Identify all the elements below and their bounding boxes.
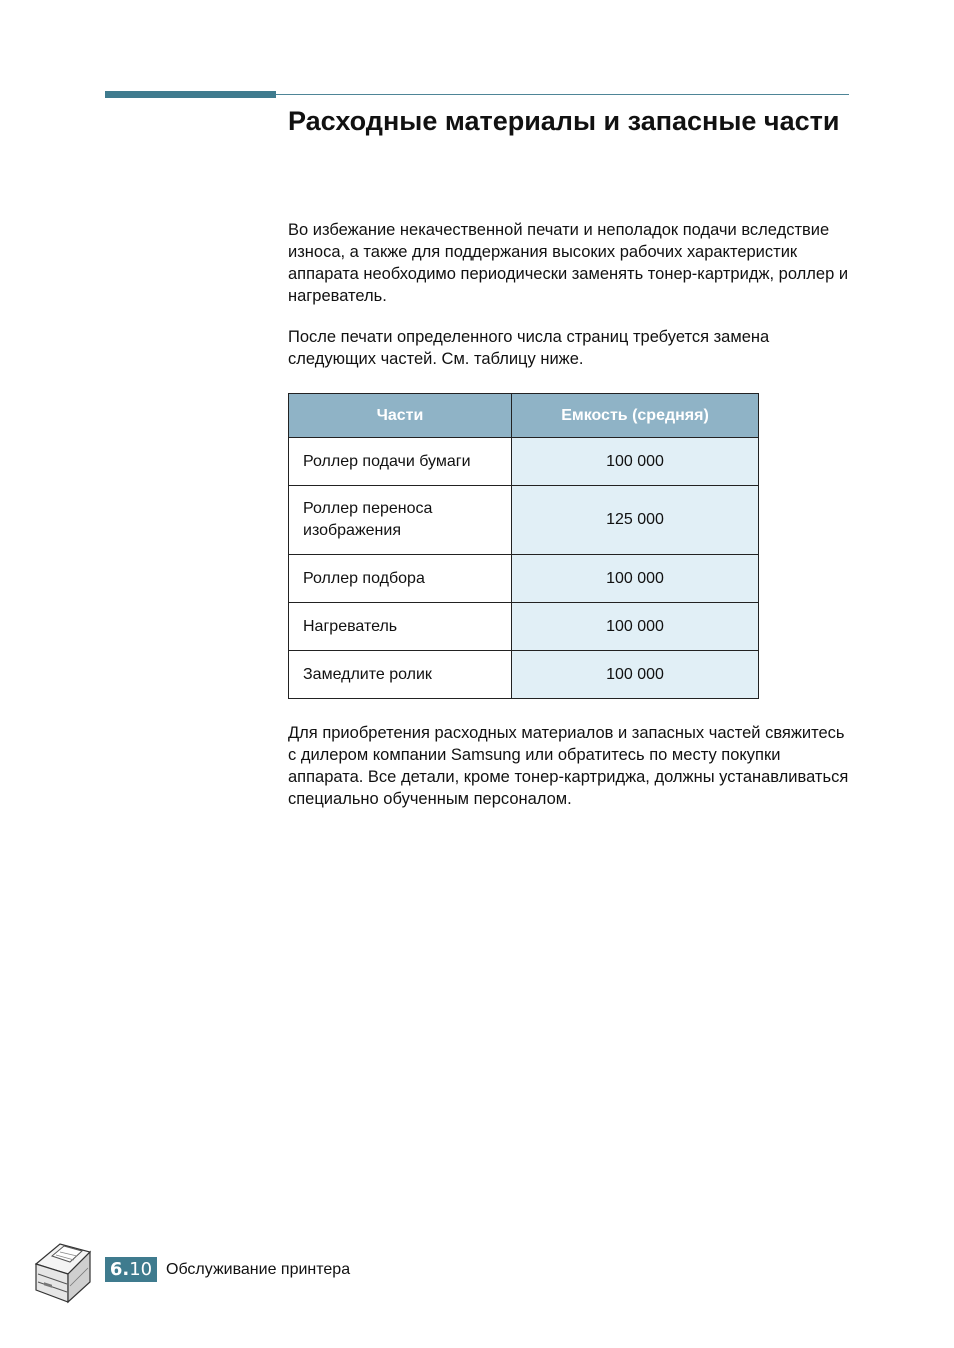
page-number-badge <box>105 1257 157 1282</box>
table-row <box>289 651 759 699</box>
purchase-paragraph: Для приобретения расходных материалов и запасных частей свяжитесь с дилером компании Samsung или обратитесь по месту покупки аппарата. Все детали, кроме тонер-картриджа, должны устанавливаться специально обученным персоналом. <box>288 724 849 808</box>
footer-section-title: Обслуживание принтера <box>166 1261 351 1278</box>
chapter-number: 6. <box>109 1259 130 1280</box>
table-row <box>289 603 759 651</box>
capacity-cell: 125 000 <box>512 486 759 555</box>
table-row <box>289 555 759 603</box>
parts-table <box>288 393 759 699</box>
intro-paragraph: Во избежание некачественной печати и неполадок подачи вследствие износа, а также для поддержания высоких рабочих характеристик аппарата необходимо периодически заменять тонер-картридж, роллер и нагреватель. <box>288 221 849 305</box>
capacity-cell: 100 000 <box>512 651 759 699</box>
table-row <box>289 486 759 555</box>
column-header-capacity: Емкость (средняя) <box>512 394 759 438</box>
part-name-cell: Нагреватель <box>289 603 512 651</box>
part-name-cell: Роллер подачи бумаги <box>289 438 512 486</box>
page-title: Расходные материалы и запасные части <box>288 106 840 136</box>
capacity-cell: 100 000 <box>512 555 759 603</box>
replacement-paragraph: После печати определенного числа страниц требуется замена следующих частей. См. таблицу ниже. <box>288 328 770 368</box>
table-row <box>289 438 759 486</box>
capacity-cell: 100 000 <box>512 603 759 651</box>
part-name-cell: Роллер подбора <box>289 555 512 603</box>
column-header-parts: Части <box>289 394 512 438</box>
part-name-cell: Замедлите ролик <box>289 651 512 699</box>
printer-icon <box>30 1238 96 1308</box>
table-header-row <box>289 394 759 438</box>
page-number: 10 <box>129 1259 153 1280</box>
capacity-cell: 100 000 <box>512 438 759 486</box>
part-name-cell: Роллер переноса изображения <box>289 486 512 555</box>
header-rule-accent <box>105 91 276 98</box>
